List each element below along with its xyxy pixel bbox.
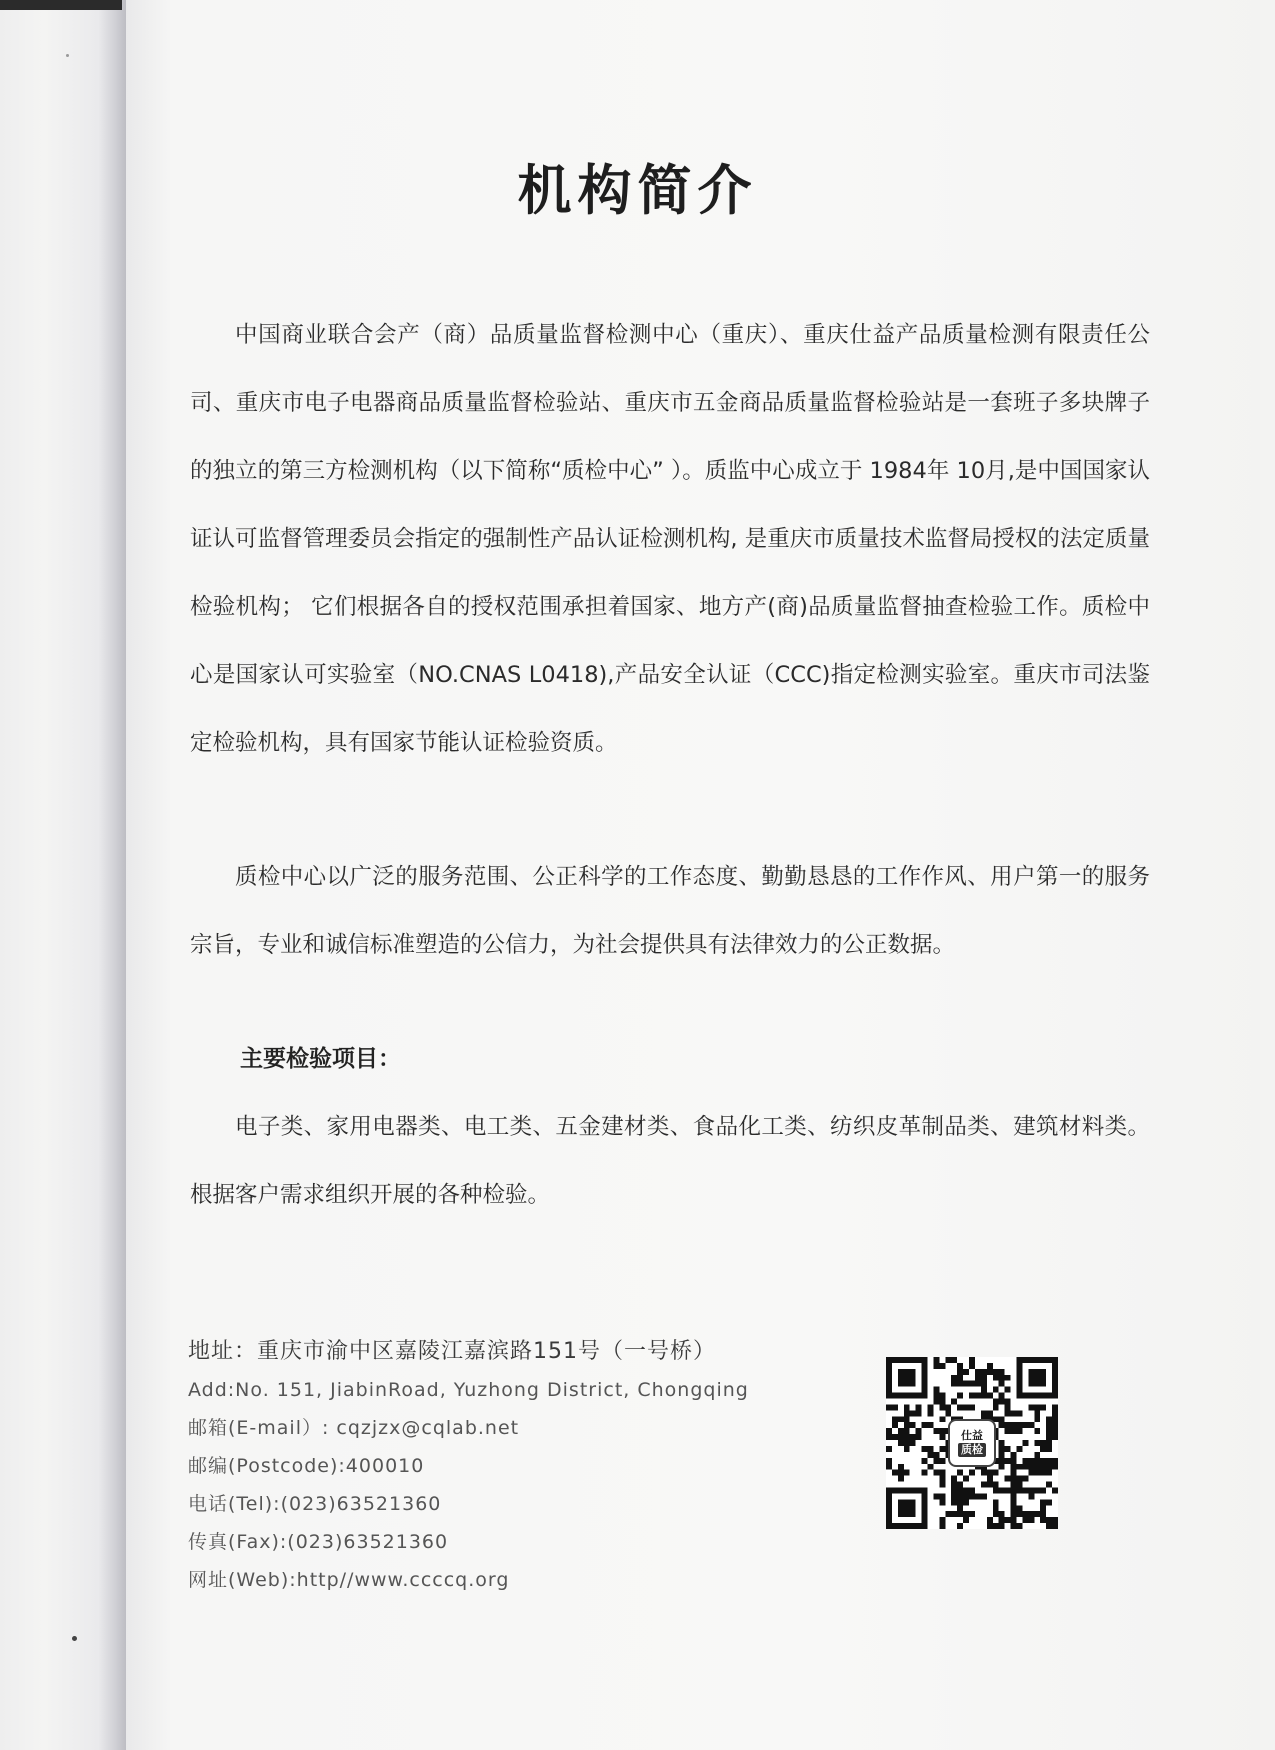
postcode-line: 邮编(Postcode):400010 (188, 1455, 425, 1477)
scan-speck (72, 1636, 77, 1641)
web-line: 网址(Web):http//www.ccccq.org (188, 1569, 510, 1591)
qr-code (886, 1357, 1058, 1529)
qr-logo (948, 1419, 996, 1467)
page-title: 机构简介 (517, 158, 758, 222)
contact-block (188, 1333, 808, 1599)
inspection-items-paragraph: 电子类、家用电器类、电工类、五金建材类、食品化工类、纺织皮革制品类、建筑材料类。根据客户需求组织开展的各种检验。 (190, 1114, 1150, 1208)
address-en: Add:No. 151, JiabinRoad, Yuzhong District, Chongqing (188, 1379, 749, 1401)
scan-speck (66, 54, 69, 57)
intro-paragraph: 中国商业联合会产（商）品质量监督检测中心（重庆）、重庆仕益产品质量检测有限责任公司、重庆市电子电器商品质量监督检验站、重庆市五金商品质量监督检验站是一套班子多块牌子 的独立的第三方检测机构（以下简称“质检中心” ）。质监中心成立于 1984年 10月,是中国国家认证认可监督管理委员会指定的强制性产品认证检测机构, 是重庆市质量技术监督局授权的法定质量检验机构； 它们根据各自的授权范围承担着国家、地方产(商)品质量监督抽查检验工作。质检中心是国家认可实验室（NO.CNAS L0418),产品安全认证（CCC)指定检测实验室。重庆市司法鉴定检验机构，具有国家节能认证检验资质。 (190, 322, 1150, 756)
book-binding-shadow (0, 0, 126, 1750)
inspection-section-title: 主要检验项目： (240, 1046, 401, 1072)
qr-logo-line2: 质检 (958, 1443, 986, 1457)
fax-line: 传真(Fax):(023)63521360 (188, 1531, 449, 1553)
tel-line: 电话(Tel):(023)63521360 (188, 1493, 442, 1515)
address-cn: 地址：重庆市渝中区嘉陵江嘉滨路151号（一号桥） (188, 1339, 716, 1364)
qr-logo-line1: 仕益 (961, 1429, 983, 1442)
email-line: 邮箱(E-mail）: cqzjzx@cqlab.net (188, 1417, 520, 1439)
binding-edge (0, 0, 122, 10)
service-paragraph: 质检中心以广泛的服务范围、公正科学的工作态度、勤勤恳恳的工作作风、用户第一的服务宗旨，专业和诚信标准塑造的公信力，为社会提供具有法律效力的公正数据。 (190, 864, 1150, 958)
